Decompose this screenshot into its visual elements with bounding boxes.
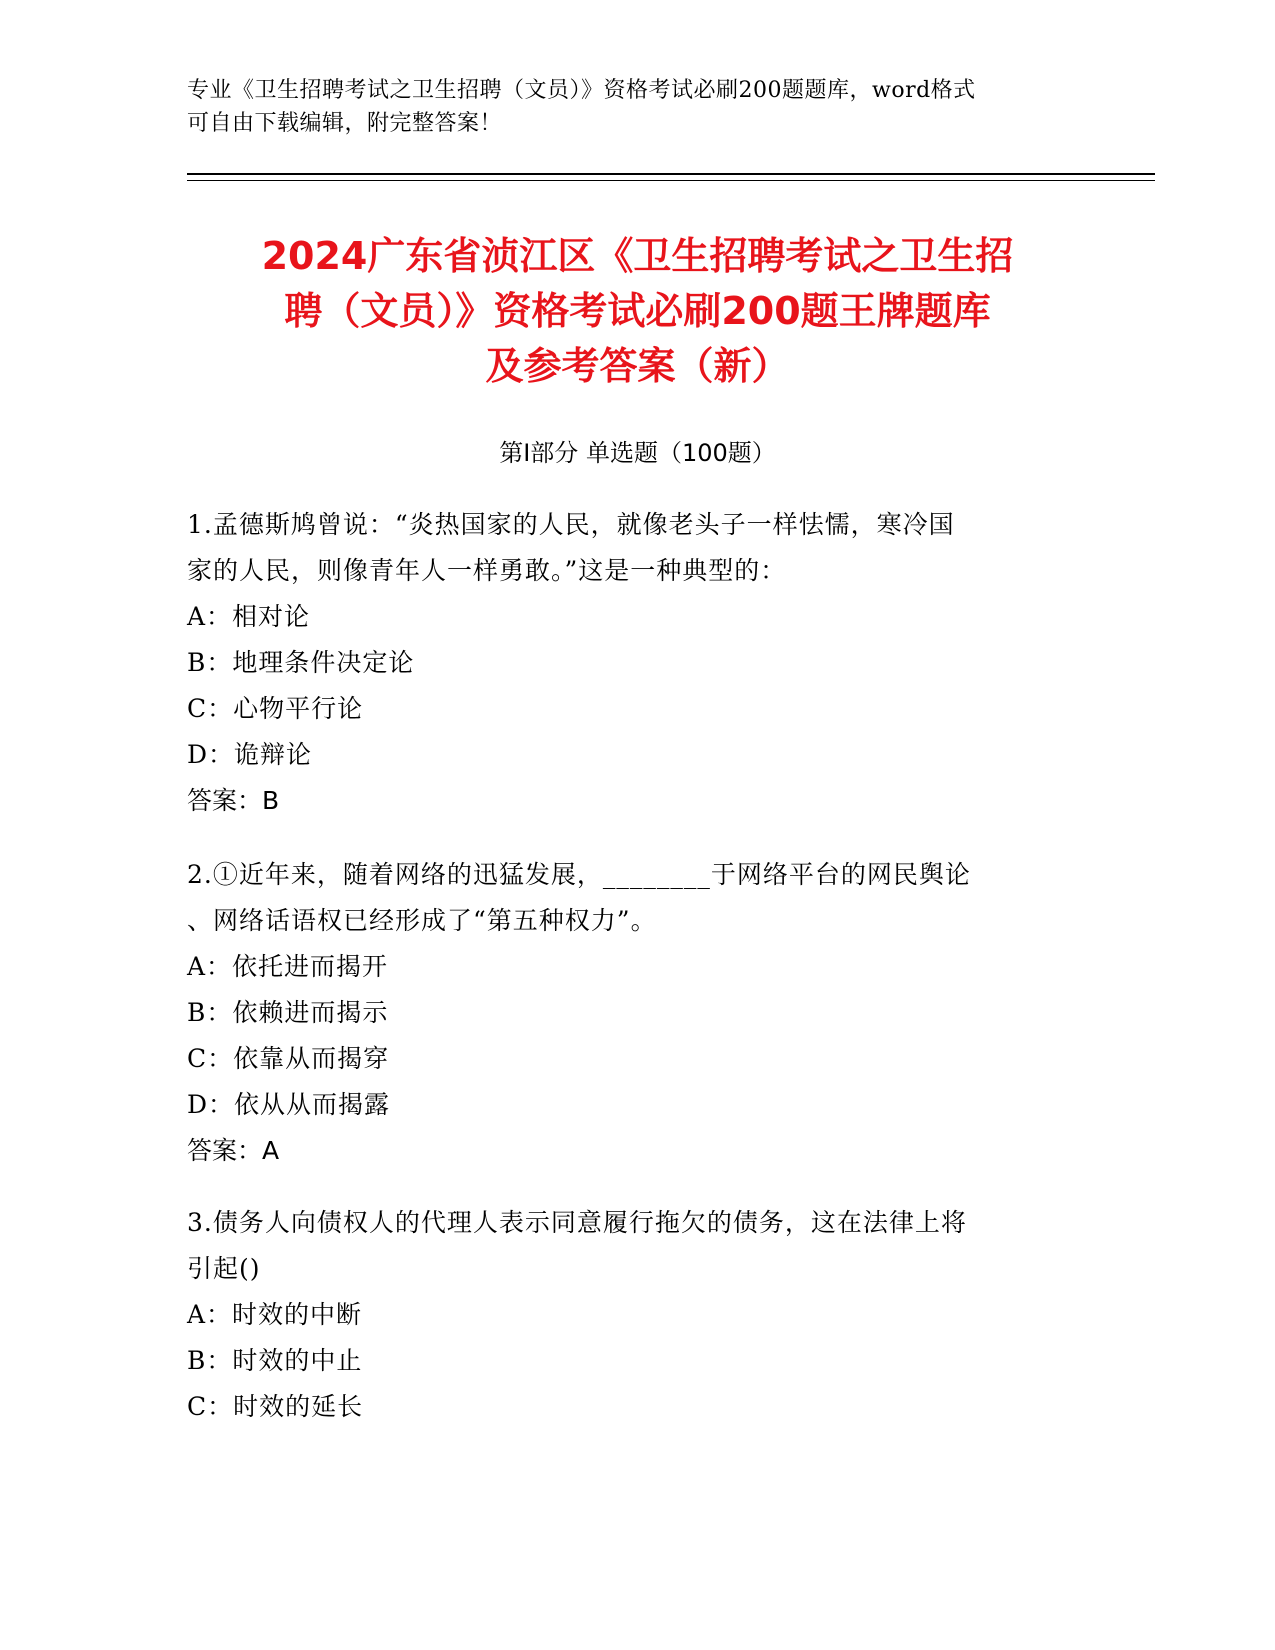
document-title-line-3: 及参考答案（新） [485,344,790,388]
question-stem-line-2: 引起() [187,1254,261,1283]
question-stem-line-2: 、网络话语权已经形成了“第五种权力”。 [187,906,657,935]
question-3 [187,1200,1087,1430]
question-1 [187,502,1087,824]
question-2 [187,852,1087,1174]
option-a: A：依托进而揭开 [187,952,389,981]
option-b: B：依赖进而揭示 [187,998,389,1027]
document-title [150,229,1125,394]
header-divider-thick [187,173,1155,175]
question-stem [187,1200,1087,1292]
header-note-line-2: 可自由下载编辑，附完整答案！ [187,111,503,136]
option-d: D：依从从而揭露 [187,1090,391,1119]
header-note-line-1: 专业《卫生招聘考试之卫生招聘（文员）》资格考试必刷200题题库，word格式 [187,78,976,103]
option-d: D：诡辩论 [187,740,313,769]
question-stem-line-1: 2.①近年来，随着网络的迅猛发展，________于网络平台的网民舆论 [187,860,971,889]
header-divider-thin [187,180,1155,181]
document-title-line-1: 2024广东省浈江区《卫生招聘考试之卫生招 [261,234,1014,278]
answer: 答案：A [187,1136,280,1165]
question-stem [187,502,1087,594]
section-title: 第Ⅰ部分 单选题（100题） [499,439,776,467]
question-stem-line-1: 1.孟德斯鸠曾说：“炎热国家的人民，就像老头子一样怯懦，寒冷国 [187,510,955,539]
option-c: C：心物平行论 [187,694,364,723]
option-a: A：相对论 [187,602,311,631]
option-b: B：地理条件决定论 [187,648,415,677]
option-c: C：时效的延长 [187,1392,364,1421]
option-c: C：依靠从而揭穿 [187,1044,390,1073]
header-note [187,74,1077,140]
option-b: B：时效的中止 [187,1346,363,1375]
question-stem-line-1: 3.债务人向债权人的代理人表示同意履行拖欠的债务，这在法律上将 [187,1208,967,1237]
question-stem-line-2: 家的人民，则像青年人一样勇敢。”这是一种典型的： [187,556,787,585]
document-title-line-2: 聘（文员）》资格考试必刷200题王牌题库 [284,289,991,333]
option-a: A：时效的中断 [187,1300,363,1329]
answer: 答案：B [187,786,280,815]
question-stem [187,852,1087,944]
